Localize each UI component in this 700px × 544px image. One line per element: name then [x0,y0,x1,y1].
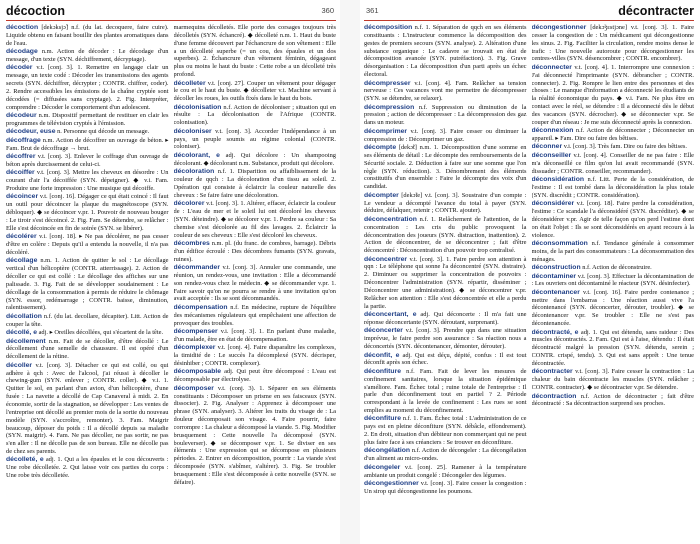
entry-definition: v.t. [conj. 3]. Enlever le coffrage d'un ouvrage de béton après durcissement de celui-ci. [6,153,169,168]
entry-headword: déconnexion [531,127,574,135]
dictionary-entry [6,193,169,232]
entry-headword: décompter [364,191,399,199]
entry-headword: décomposable [173,368,222,376]
entry-headword: décongestionner [364,480,419,487]
entry-headword: décollement [6,337,46,345]
entry-headword: décollé, e [6,329,37,337]
dictionary-entry [6,233,169,257]
dictionary-entry [174,344,337,368]
left-column-2 [174,24,337,544]
left-column-1 [6,24,169,544]
dictionary-entry [174,240,337,264]
dictionary-entry [364,368,527,415]
entry-definition: adj. 1. Qui est détendu, sans raideur : Des muscles décontractés. 2. Fam. Qui est à l'aise, détendu : Il était décontracté malgré la pression (SYN. détendu, serein ; CONTR. crispé, tendu). 3. Qui est sans apprêt : Une tenue décontractée. [531,328,694,367]
entry-definition: v.t. [conj. 3]. Faire cesser ou diminuer la compression de : Décomprimer un gaz. [364,127,527,143]
dictionary-entry [532,264,695,272]
entry-definition: marmequins décolletés. Elle porte des corsages toujours très décolletés (SYN. échancré). ◆ décolleté n.m. 1. Haut du buste d'une femme découvert par l'échancrure de son vêtement : Elle a un décolleté superbe (= un cou, des épaules et un dos superbes). 2. Échancrure d'un vêtement féminin, dégageant plus ou moins le haut du buste : Cette robe a un décolleté très profond. [173,24,336,79]
dictionary-entry [6,362,169,456]
dictionary-entry [174,264,337,303]
dictionary-entry [532,240,695,264]
entry-headword: décommander [173,264,220,272]
entry-headword: décompensation [173,303,228,311]
entry-headword: décomprimer [364,127,408,135]
entry-headword: décontracter [531,368,573,376]
dictionary-entry [6,112,169,128]
entry-definition: v.t. [conj. 16]. Faire perdre contenance ; mettre dans l'embarras : Une réaction aussi vive l'a décontenancé (SYN. déconcerter, dérouter, troubler). ◆ se décontenancer v.pr. Se troubler : Elle ne s'est pas décontenancée. [531,288,694,328]
entry-headword: déconfiture [364,415,402,423]
entry-headword: décompression [364,103,415,111]
entry-definition: n.f. Fam. Fait de lever les mesures de confinement sanitaires, lorsque la situation épidémique s'améliore. Fam. Échec total ; ruine totale de l'entreprise : Il parle d'un déconfinement tout en partiel ? 2. Période correspondant à la levée de confinement : Les rues se sont emplies au moment du déconfinement. [364,367,527,415]
dictionary-entry [174,104,337,128]
dictionary-entry [532,152,695,176]
entry-headword: décoincer [6,193,39,201]
entry-definition: v.t. [conj. 3]. Prendre qqn dans une situation imprévue, le faire perdre son assurance : Sa réaction nous a déconcertés (SYN. décontenancer, démonter, dérouter). [364,327,527,351]
entry-headword: décolorant, e [173,151,220,159]
entry-headword: décoller [6,361,33,369]
right-page [360,0,700,544]
entry-definition: v.t. [conj. 4]. Faire disparaître les complexes, la timidité de : Le succès l'a décomplexé (SYN. décrisper, désinhiber ; CONTR. complexer). [173,344,336,367]
dictionary-entry [6,338,169,362]
entry-headword: décolérer [6,233,37,241]
entry-definition: [dekɔksjɔ̃] n.f. (du lat. decoquere, faire cuire). Liquide obtenu en faisant bouillir des plantes aromatiques dans de l'eau. [6,24,169,47]
entry-headword: déconner [531,143,563,151]
entry-definition: n. Personne qui décode un message. [57,128,150,136]
entry-definition: v.t. [conj. 3]. Mettre les cheveux en désordre : Un courant d'air l'a décoiffée (SYN. dépeigner). ◆ v.i. Fam. Produire une forte impression : Une musique qui décoiffe. [6,169,169,193]
entry-definition: v.i. [conj. 18]. ▸ Ne pas décolérer, ne pas cesser d'être en colère : Depuis qu'il a entendu la nouvelle, il n'a pas décoléré. [6,233,169,256]
entry-headword: déconcentrer [364,255,408,263]
entry-definition: n.f. Action de décontracter ; fait d'être décontracté : Sa décontraction surprend ses proches. [531,392,694,408]
dictionary-entry [6,313,169,329]
dictionary-entry [532,64,695,127]
dictionary-entry [532,200,695,239]
right-column-1 [364,24,527,544]
dictionary-entry [532,289,695,328]
left-page-number: 360 [321,6,334,15]
dictionary-entry [532,176,695,200]
right-running-head: décontracter [618,4,694,18]
entry-definition: v.t. [conj. 27]. Couper un vêtement pour dégager le cou et le haut du buste. ◆ décolleter v.t. Machine servant à décoller les roues, les outils fixés dans le haut du bois. [173,79,336,103]
page-gutter [340,0,360,544]
entry-headword: décontracté, e [531,328,579,336]
left-page [0,0,340,544]
entry-definition: n.f. 1. Séparation de qqch en ses éléments constituants : L'instructeur commence la décomposition des gestes de premiers secours (SYN. analyse). 2. Altération d'une substance organique : Le cadavre se trouvait en état de décomposition avancée (SYN. putréfaction). 3. Fig. Grave désorganisation : La décomposition d'un parti après un échec électoral. [364,24,527,79]
entry-headword: décongestionner [531,24,587,31]
entry-headword: décoloniser [173,127,212,135]
entry-definition: v.i. [conj. 4]. Fam. Relâcher sa tension nerveuse : Ces vacances vont me permettre de décompresser (SYN. se détendre, se relaxer). [364,79,527,103]
entry-definition: n.f. En médecine, rupture de l'équilibre des mécanismes régulateurs qui empêchaient une affection de provoquer des troubles. [173,303,336,327]
entry-definition: v.i. [conj. 3]. 1. En parlant d'une maladie, d'un malade, être en état de décompensation. [173,328,336,343]
entry-headword: déconseiller [531,151,572,159]
entry-headword: décoder [6,64,33,72]
dictionary-entry [6,137,169,153]
entry-definition: v.t. [conj. 18]. Faire perdre la considération, l'estime : Ce scandale l'a déconsidéré (SYN. discréditer). ◆ se déconsidérer v.pr. Agir de telle façon qu'on perd l'estime dont on était l'objet : Ils se sont déconsidérés en ayant recours à la violence. [531,200,694,239]
entry-definition: v.t. [conj. 3]. Faire cesser la congestion : Un sirop qui décongestionne les poumons. [364,480,527,495]
entry-definition: n.f. (du lat. decollare, décapiter). Litt. Action de couper la tête. [6,312,169,328]
entry-headword: décongélation [364,447,411,455]
dictionary-entry [6,153,169,169]
dictionary-entry [174,304,337,328]
entry-headword: déconnecter [531,63,572,71]
entry-headword: déconcentration [364,215,417,223]
entry-headword: décodage [6,48,38,56]
entry-headword: décompte [364,144,397,152]
entry-headword: déconsommation [531,239,588,247]
dictionary-entry [364,352,527,368]
entry-definition: adj. 1. Qui a les épaules et le cou découverts : Une robe décolletée. 2. Qui laisse voir ces parties du corps : Une robe très décolletée. [6,456,169,480]
entry-definition: v.t. [conj. 3]. Effectuer la décontamination de : Les ouvriers ont décontaminé le réacteur (SYN. désinfecter). [531,272,694,288]
dictionary-entry [174,24,337,79]
entry-headword: déconcerter [364,327,403,335]
dictionary-entry [364,415,527,446]
entry-definition: n.f. Action de déconstruire. [582,264,652,272]
entry-headword: déconfiture [364,367,402,375]
entry-definition: v.t. [conj. 25]. Ramener à la température ambiante un produit congelé : Décongeler des légumes. [364,463,527,479]
entry-definition: n.f. 1. Fam. Échec total : L'administration de ce pays est en pleine déconfiture (SYN. débâcle, effondrement). 2. En droit, situation d'un débiteur non commerçant qui ne peut plus faire face à ses créanciers : Se trouver en déconfiture. [364,415,527,446]
dictionary-entry [174,368,337,384]
entry-definition: v.t. [conj. 4]. Conseiller de ne pas faire : Elle m'a déconseillé ce film qu'on lui avait recommandé (SYN. dissuader ; CONTR. conseiller, recommander). [531,151,694,175]
entry-headword: décongeler [364,463,401,471]
entry-headword: décomposer [173,384,214,392]
entry-headword: déconfit, e [364,351,400,359]
dictionary-entry [364,144,527,191]
dictionary-entry [364,128,527,144]
entry-definition: adj. Qui décolore : Un shampooing décolorant. ◆ décolorant n.m. Substance, produit qui décolore. [173,151,336,167]
entry-headword: décontenancer [531,288,580,296]
left-page-header [6,4,336,21]
dictionary-entry [532,329,695,368]
left-running-head: décoction [6,4,66,18]
entry-definition: v.t. [conj. 3]. 1. Remettre en langage clair un message, un texte codé : Décoder les transmissions des agents secrets (SYN. déchiffrer, décrypter ; CONTR. chiffrer, coder). 2. Rendre accessibles les émissions de la chaîne cryptée sont décodées (= diffusées sans cryptage). 2. Fig. Interpréter, comprendre : Décoder le comportement d'un adolescent. [6,64,169,111]
entry-headword: décoction [6,24,39,31]
entry-definition: n.f. 1. Disparition ou affaiblissement de la couleur de qqch : La décoloration d'un tissu au soleil. 2. Opération qui consiste à éclaircir la couleur naturelle des cheveux : Se faire faire une décoloration. [173,168,336,199]
entry-headword: déconsidérer [531,200,575,208]
entry-headword: décoiffer [6,169,35,177]
entry-headword: déconcertant, e [364,311,417,319]
right-page-columns [364,24,694,544]
entry-definition: n.f. Action de décongeler : La décongélation d'un aliment au micro-ondes. [364,447,527,463]
dictionary-entry [532,393,695,409]
dictionary-entry [532,127,695,143]
right-page-header [364,4,694,21]
entry-definition: n.m. pl. (du franc. de combres, barrage). Débris d'un édifice écroulé : Des décombres fumants (SYN. gravats, ruines). [173,239,336,263]
dictionary-entry [6,329,169,337]
entry-headword: décompresser [364,79,411,87]
entry-headword: déconsidération [531,176,584,183]
entry-definition: adj. Qui déconcerte : Il m'a fait une réponse déconcertante (SYN. déroutant, surprenant). [364,311,527,326]
dictionary-entry [174,80,337,104]
dictionary-entry [364,447,527,463]
entry-headword: décollation [6,312,42,320]
dictionary-entry [174,152,337,168]
dictionary-entry [174,168,337,199]
entry-definition: adj. Qui est déçu, dépité, confus : Il est tout déconfit après son échec. [364,351,527,367]
entry-definition: adj. Qui peut être décomposé : L'eau est décomposable par électrolyse. [173,368,336,384]
dictionary-entry [6,24,169,48]
entry-headword: décollage [6,257,38,265]
dictionary-entry [364,480,527,496]
entry-headword: décolleté, e [6,456,44,464]
dictionary-entry [6,169,169,193]
entry-definition: n.m. Action de décoffrer un ouvrage de béton. ▸ Fam. Brut de décoffrage → brut. [6,136,169,152]
dictionary-entry [6,257,169,312]
entry-headword: décombres [173,239,210,247]
entry-definition: n.m. Action de décoder : Le décodage d'un message, d'un texte (SYN. déchiffrement, décryptage). [6,48,169,63]
entry-headword: décontaminer [531,272,577,280]
right-page-number: 361 [366,6,379,15]
entry-definition: n.m. Fait de se décoller, d'être décollé : Le décollement d'une semelle de chaussure. Il est opéré d'un décollement de la rétine. [6,337,169,361]
dictionary-entry [174,128,337,152]
dictionary-entry [364,192,527,216]
entry-definition: n.f. Litt. Perte de la considération, de l'estime : Il est tombé dans la déconsidération la plus totale (SYN. discrédit ; CONTR. considération). [531,176,694,199]
entry-definition: n.f. 1. Relâchement de l'attention, de la concentration : Les cris du public provoquent la déconcentration des joueurs (SYN. distraction, inattention). 2. Action de déconcentrer, de se déconcentrer ; fait d'être déconcentré : Déconcentration d'un pouvoir trop centralisé. [364,215,527,255]
dictionary-entry [364,256,527,311]
entry-headword: décoloration [173,168,215,176]
entry-definition: v.t. [conj. 4]. 1. Interrompre une connexion : J'ai déconnecté l'imprimante (SYN. débrancher ; CONTR. connecter). 2. Fig. Rompre le lien entre des personnes et des choses : Le manque d'information a déconnecté les étudiants de la réalité économique du pays. ◆ v.i. Fam. Ne plus être en contact avec le réel, se détendre : Il a déconnecté dès le début des vacances (SYN. décrocher). ◆ se déconnecter v.pr. Se couper d'un réseau : Je me suis déconnecté après la connexion. [531,63,694,126]
entry-headword: décomposition [364,24,413,31]
dictionary-entry [364,311,527,327]
entry-headword: décomplexer [173,344,216,352]
entry-definition: v.t. [conj. 3]. 1. Altérer, effacer, éclaircir la couleur de : L'eau de mer et le soleil lui ont décoloré les cheveux (SYN. déteindre). ◆ se décolorer v.pr. 1. Perdre sa couleur : Sa chemise s'est décolorée au fil des lavages. 2. Éclaircir la couleur de ses cheveux : Elle s'est décoloré les cheveux. [173,200,336,239]
entry-definition: n.f. Tendance générale à consommer moins, de la part des consommateurs : La déconsommation des ménages. [531,239,694,263]
entry-definition: v.t. [conj. 3]. 1. Faire perdre son attention à qqn : Le téléphone qui sonne l'a déconcentré (SYN. distraire). 2. Diminuer ou supprimer la concentration de pouvoirs : Déconcentrer l'administration (SYN. répartir, disséminer ; Déconcentrer une administration). ◆ se déconcentrer v.pr. Relâcher son attention : Elle s'est déconcentrée et elle a perdu la partie. [364,255,527,310]
entry-definition: v.t. [conj. 16]. Dégager ce qui était coincé : Il faut un outil pour décoincer la plaque du magnétoscope (SYN. débloquer). ◆ se décoincer v.pr. 1. Pouvoir de nouveau bouger : Le tiroir s'est décoincé. 2. Fig. Fam. Se détendre, se relâcher : Elle s'est décoincée en fin de soirée (SYN. se libérer). [6,193,169,232]
entry-definition: [dekɔ̃t] n.m. 1. Décomposition d'une somme en ses éléments de détail : Le décompte des remboursements de la Sécurité sociale. 2. Déduction à faire sur une somme que l'on règle (SYN. réduction). 3. Dénombrement des éléments constitutifs d'un ensemble : Faire le décompte des voix d'un candidat. [364,144,527,191]
left-page-columns [6,24,336,544]
entry-headword: décolorer [173,200,205,208]
dictionary-entry [532,368,695,392]
dictionary-entry [174,200,337,239]
dictionary-entry [6,48,169,64]
entry-headword: décoffrage [6,136,41,144]
dictionary-entry [364,464,527,480]
entry-headword: décolleter [173,79,206,87]
entry-definition: v.t. [conj. 3]. Détacher ce qui est collé, ou qui adhère à qch : Avec de l'alcool, j'ai réussi à décoller le chewing-gum (SYN. enlever ; CONTR. coller). ◆ v.i. 1. Quitter le sol, en parlant d'un avion, d'un hélicoptère, d'une fusée : La navette a décollé de Cap Canaveral à midi. 2. En économie, sortir de la stagnation, se développer : Les ventes de l'entreprise ont décollé au premier mois de la sortie du nouveau modèle (SYN. s'accroître, remonter). 3. Fam. Maigrir beaucoup, déposer du poids : Il a décollé depuis sa maladie (SYN. maigrir). 4. Fam. Ne pas décoller, ne pas sortir, ne pas s'en aller : Il ne décolle pas de son bureau. Elle ne décolle pas de chez ses parents. [6,361,169,456]
dictionary-entry [6,64,169,111]
dictionary-entry [532,143,695,151]
dictionary-entry [364,104,527,128]
dictionary-entry [174,385,337,487]
right-column-2 [532,24,695,544]
dictionary-entry [532,24,695,63]
entry-headword: déconstruction [531,264,581,272]
entry-definition: n.f. Suppression ou diminution de la pression ; action de décompresser : La décompression des gaz dans un moteur. [364,103,527,127]
entry-definition: v.i. [conj. 3]. Très fam. Dire ou faire des bêtises. [563,143,687,151]
entry-headword: décompenser [173,328,218,335]
entry-definition: adj. ▸ Oreilles décollées, qui s'écartent de la tête. [38,329,164,337]
dictionary-entry [6,128,169,136]
dictionary-entry [364,24,527,79]
dictionary-entry [364,80,527,104]
entry-definition: n.m. 1. Action de quitter le sol : Le décollage vertical d'un hélicoptère (CONTR. atterrissage). 2. Action de décoller ce qui est collé : Le décollage des affiches sur une palissade. 3. Fig. Fait de se développer soudainement : Le décollage de la consommation à permis de réduire le chômage (SYN. essor, redémarrage ; CONTR. baisse, diminution, ralentissement). [6,257,169,312]
entry-headword: décodeur [6,112,37,120]
entry-definition: [dekɔ̃te] v.t. [conj. 3]. Soustraire d'un compte : Le vendeur a décompté l'avance du total à payer (SYN. déduire, défalquer, retenir ; CONTR. ajouter). [364,191,527,215]
entry-headword: décodeur, euse [6,128,56,136]
entry-headword: décontraction [531,392,577,400]
entry-definition: [dekɔ̃ʒɛstjɔne] v.t. [conj. 3]. 1. Faire cesser la congestion de : Un médicament qui décongestionne les sinus. 2. Fig. Faciliter la circulation, rendre moins dense le trafic : Une nouvelle autoroute pour décongestionner les centres-villes (SYN. désencombrer ; CONTR. encombrer). [531,24,694,63]
dictionary-entry [364,216,527,255]
entry-definition: v.t. (conj. 3). 1. Séparer en ses éléments constituants : Décomposer un prisme en ses faisceaux (SYN. dissocier). 2. Fig. Analyser : Apprenez à décomposer une phrase (SYN. analyser). 3. Altérer les traits du visage de : La douleur décomposait son visage. 4. Faire pourrir, faire corrompre : La chaleur a décomposé la viande. 5. Fig. Modifier brusquement : Cette nouvelle l'a décomposé (SYN. bouleverser). ◆ se décomposer v.pr. 1. Se diviser en ses éléments : Une expression qui se décompose en plusieurs périodes. 2. Entrer en décomposition, pourrir : La viande s'est décomposée (SYN. s'abîmer, s'altérer). 3. Fig. Se troubler brusquement : Elle s'est décomposée à cette nouvelle (SYN. se défaire). [173,384,336,486]
entry-headword: décolonisation [173,103,222,111]
dictionary-entry [364,327,527,351]
entry-definition: v.t. [conj. 3]. Annuler une commande, une réunion, un rendez-vous, une invitation : Elle a décommandé son rendez-vous chez le médecin. ◆ se décommander v.pr. 1. Faire savoir qu'on ne pourra se rendre à une invitation qu'on avait acceptée : Ils se sont décommandés. [173,264,336,303]
entry-definition: n.m. Dispositif permettant de restituer en clair les programmes de télévision cryptés à l'émission. [6,112,169,127]
entry-definition: v.t. [conj. 3]. Faire cesser la contraction : La chaleur du bain décontracte les muscles (SYN. relâcher ; CONTR. contracter). ◆ se décontracter v.pr. Se détendre. [531,368,694,392]
entry-definition: n.f. Action de déconnecter ; Déconnecter un appareil. ▸ Fam. Dire ou faire des bêtises. [531,127,694,142]
entry-definition: n.f. Action de décoloniser ; situation qui en résulte : La décolonisation de l'Afrique (CONTR. colonisation). [173,103,336,127]
dictionary-entry [174,328,337,344]
dictionary-entry [6,456,169,480]
dictionary-entry [532,273,695,289]
entry-definition: v.t. [conj. 3]. Accorder l'indépendance à un pays, un peuple soumis au régime colonial (CONTR. coloniser). [173,127,336,151]
entry-headword: décoffrer [6,153,36,161]
